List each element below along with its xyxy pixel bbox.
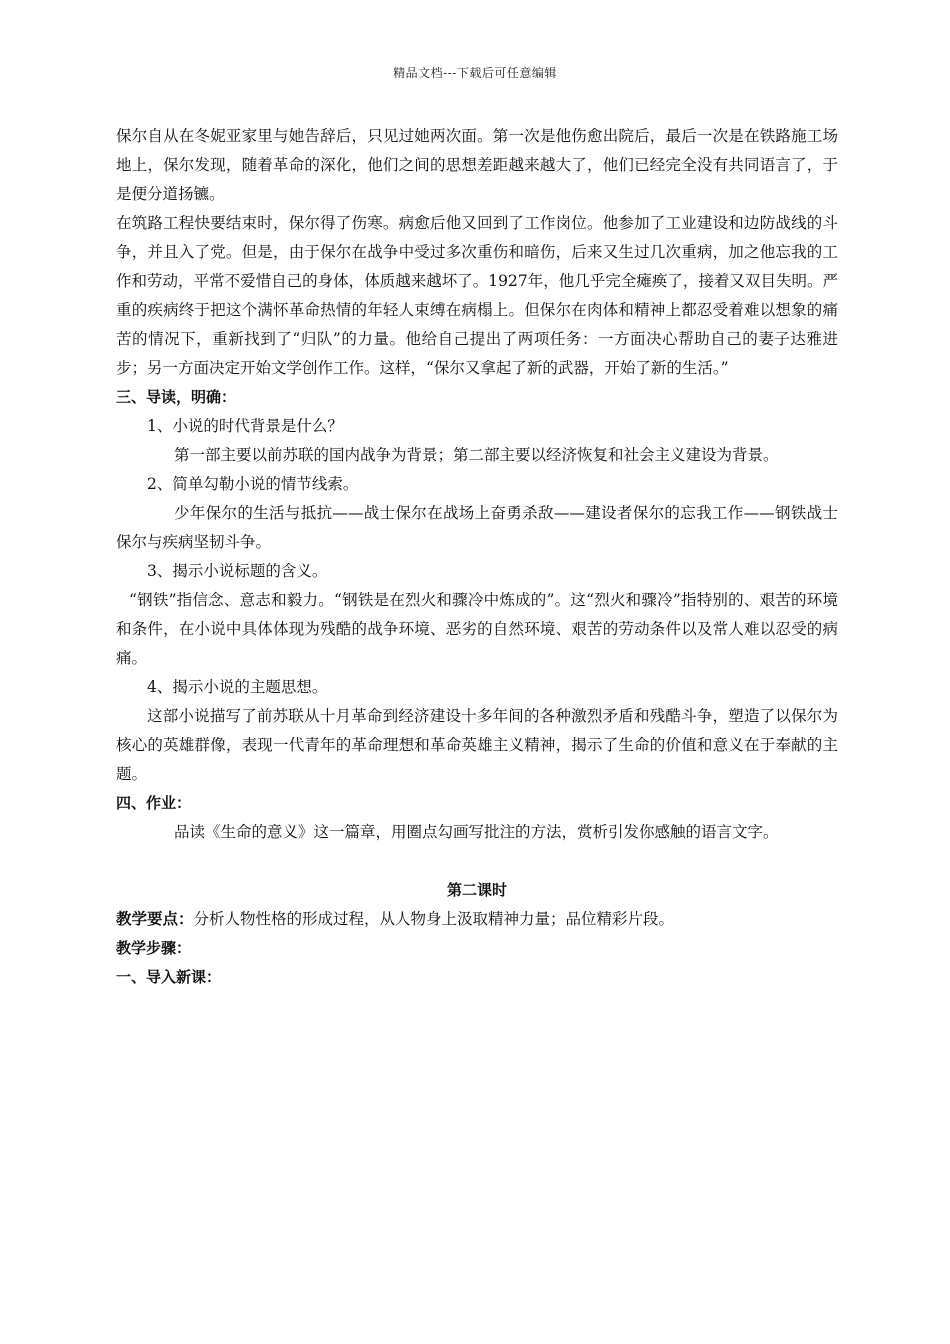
answer-4: 这部小说描写了前苏联从十月革命到经济建设十多年间的各种激烈矛盾和残酷斗争，塑造了以保尔为核心的英雄群像，表现一代青年的革命理想和革命英雄主义精神，揭示了生命的价值和意义在于奉献的主题。 [116, 707, 838, 783]
answer-2: 少年保尔的生活与抵抗——战士保尔在战场上奋勇杀敌——建设者保尔的忘我工作——钢铁战士保尔与疾病坚韧斗争。 [116, 504, 838, 551]
section-4-heading: 四、作业： [116, 794, 192, 812]
key-points-label: 教学要点： [116, 910, 194, 928]
page-header: 精品文档---下载后可任意编辑 [393, 66, 557, 80]
question-4: 4、揭示小说的主题思想。 [147, 678, 328, 696]
section-3-heading: 三、导读，明确： [116, 388, 237, 406]
question-2: 2、简单勾勒小说的情节线索。 [147, 475, 359, 493]
paragraph-illness: 在筑路工程快要结束时，保尔得了伤寒。病愈后他又回到了工作岗位。他参加了工业建设和边防战线的斗争，并且入了党。但是，由于保尔在战争中受过多次重伤和暗伤，后来又生过几次重病，加之他忘我的工作和劳动，平常不爱惜自己的身体，体质越来越坏了。1927年，他几乎完全瘫痪了，接着又双目失明。严重的疾病终于把这个满怀革命热情的年轻人束缚在病榻上。但保尔在肉体和精神上都忍受着难以想象的痛苦的情况下，重新找到了“归队”的力量。他给自己提出了两项任务：一方面决心帮助自己的妻子达雅进步；另一方面决定开始文学创作工作。这样，“保尔又拿起了新的武器，开始了新的生活。” [116, 214, 838, 377]
key-points-line [116, 905, 838, 934]
paragraph-farewell: 保尔自从在冬妮亚家里与她告辞后，只见过她两次面。第一次是他伤愈出院后，最后一次是在铁路施工场地上，保尔发现，随着革命的深化，他们之间的思想差距越来越大了，他们已经完全没有共同语言了，于是便分道扬镳。 [116, 127, 838, 203]
question-3: 3、揭示小说标题的含义。 [147, 562, 328, 580]
homework-text: 品读《生命的意义》这一篇章，用圈点勾画写批注的方法，赏析引发你感触的语言文字。 [174, 823, 779, 841]
document-body [116, 122, 838, 992]
teaching-steps-label: 教学步骤： [116, 939, 192, 957]
answer-3: “钢铁”指信念、意志和毅力。“钢铁是在烈火和骤冷中炼成的”。这“烈火和骤冷”指特别的、艰苦的环境和条件，在小说中具体体现为残酷的战争环境、恶劣的自然环境、艰苦的劳动条件以及常人难以忍受的病痛。 [116, 591, 838, 667]
question-1: 1、小说的时代背景是什么？ [147, 417, 343, 435]
lesson-2-title: 第二课时 [446, 881, 507, 899]
key-points-text: 分析人物性格的形成过程，从人物身上汲取精神力量；品位精彩片段。 [193, 910, 675, 928]
answer-1: 第一部主要以前苏联的国内战争为背景；第二部主要以经济恢复和社会主义建设为背景。 [174, 446, 779, 464]
step-1-heading: 一、导入新课： [116, 968, 222, 986]
